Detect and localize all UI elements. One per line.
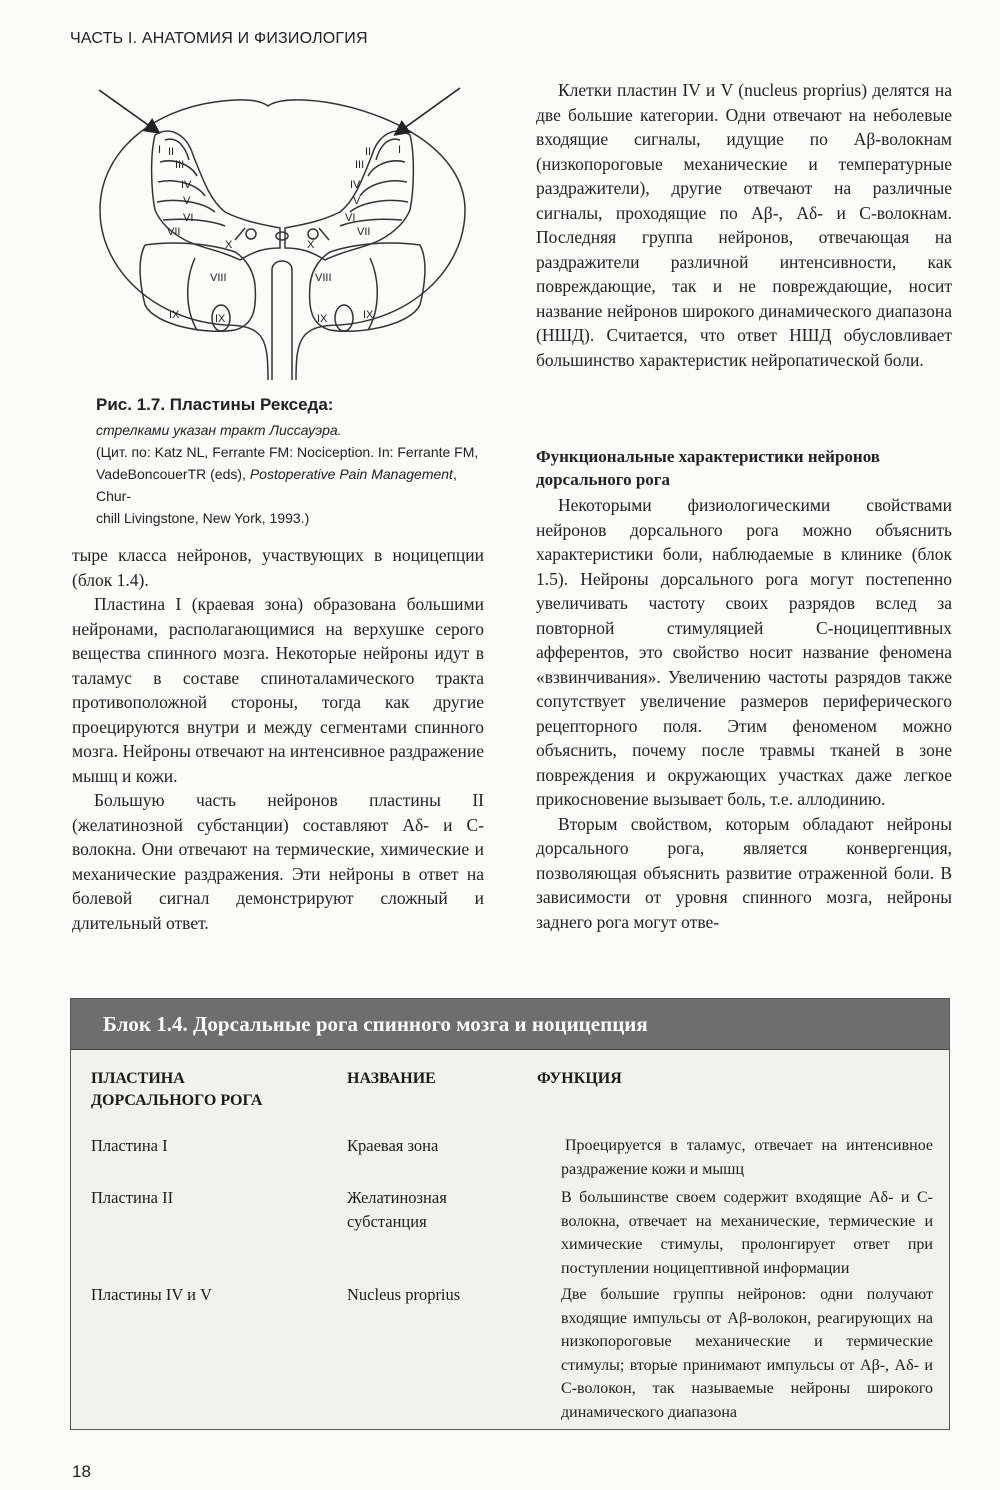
lamina-label-II: II [168,146,175,158]
lamina-label-IX-right: IX [363,309,374,321]
lamina-label-VIII-right: VIII [315,272,332,284]
lamina-label-IV: IV [181,179,192,191]
header-name: НАЗВАНИЕ [347,1070,436,1087]
row1-function: Проецируется в таламус, отвечает на интенсивное раздражение кожи и мышц [561,1137,933,1178]
caption-subtitle: стрелками указан тракт Лиссауэра. [96,422,342,438]
paragraph: Клетки пластин IV и V (nucleus proprius) делятся на две большие категории. Одни отвечают на неболевые входящие сигналы, идущие по Aβ-волокнам (низкопороговые механические и температурные раздражители), другие отвечают на различные сигналы, проходящие по Aβ-, Aδ- и C-волокнам. Последняя группа нейронов, отвечающая на раздражители различной интенсивности, как повреждающие, так и не повреждающие, носит название нейронов широкого динамического диапазона (НШД). Считается, что ответ НШД обусловливает большинство характеристик нейропатической боли. [536,80,952,370]
lamina-label-VII: VII [167,226,181,238]
paragraph: Пластина I (краевая зона) образована большими нейронами, располагающимися на верхушке серого вещества спинного мозга. Некоторые нейроны идут в таламус в составе спиноталамического тракта противоположной стороны, тогда как другие проецируются внутри и между сегментами спинного мозга. Нейроны отвечают на интенсивное раздражение мышц и кожи. [72,594,484,786]
lamina-label-IX: IX [169,309,180,321]
row3-function: Две большие группы нейронов: одни получают входящие импульсы от Aβ-волокон, реагирующих на низкопороговые механические и термические стимулы; вторые принимают импульсы от Aβ-, Aδ- и C-волокон, так называемые нейроны широкого динамического диапазона [561,1286,933,1421]
lamina-label-II-right: II [365,146,372,158]
row3-name: Nucleus proprius [347,1285,461,1304]
caption-source-3: chill Livingstone, New York, 1993.) [96,510,310,526]
lamina-label-III: III [175,159,185,171]
section-subheading: Функциональные характеристики нейронов дорсального рога [536,447,880,489]
row3-plate: Пластины IV и V [91,1285,212,1304]
paragraph: Вторым свойством, которым обладают нейроны дорсального рога, является конвергенция, позволяющая объяснить развитие отраженной боли. В зависимости от уровня спинного мозга, нейроны заднего рога могут отве- [536,813,952,932]
left-column [72,543,484,935]
row1-plate: Пластина I [91,1136,168,1155]
right-column-top [536,78,952,372]
header-plate: ПЛАСТИНА ДОРСАЛЬНОГО РОГА [91,1070,263,1109]
row1-name: Краевая зона [347,1136,439,1155]
lamina-label-VIII: VIII [210,272,227,284]
caption-source-2: VadeBoncouerTR (eds), Postoperative Pain Management, Chur- [96,466,457,504]
paragraph: Некоторыми физиологическими свойствами нейронов дорсального рога можно объяснить характеристики боли, наблюдаемые в клинике (блок 1.5). Нейроны дорсального рога могут постепенно увеличивать частоту своих разрядов вслед за повторной стимуляцией C-ноцицептивных афферентов, это свойство носит название феномена «взвинчивания». Увеличению частоты разрядов также сопутствует увеличение размеров периферического рецепторного поля. Этим феноменом можно объяснить, почему после травмы тканей в зоне повреждения и окружающих участках даже легкое прикосновение вызывает боль, т.е. аллодинию. [536,495,952,809]
lamina-label-IV-right: IV [350,179,361,191]
header-function: ФУНКЦИЯ [537,1070,622,1087]
lamina-label-IX-right-inner: IX [317,313,328,325]
lamina-label-I-right: I [398,144,402,156]
lamina-label-VI: VI [183,212,194,224]
info-box [70,998,950,1430]
caption-source-1: (Цит. по: Katz NL, Ferrante FM: Nociception. In: Ferrante FM, [96,444,479,460]
lamina-label-X-right: X [307,239,315,251]
row2-function: В большинстве своем содержит входящие Aδ- и C-волокна, отвечает на механические, термические и химические стимулы, пролонгирует ответ при поступлении ноцицептивной информации [561,1189,933,1277]
lamina-label-X: X [225,239,233,251]
lamina-label-V-right: V [353,195,361,207]
lamina-label-III-right: III [355,159,365,171]
paragraph: тыре класса нейронов, участвующих в ноцицепции (блок 1.4). [72,545,484,590]
right-column-bottom [536,445,952,934]
lamina-label-I: I [158,144,162,156]
row2-name: Желатинозная субстанция [347,1188,447,1231]
paragraph: Большую часть нейронов пластины II (желатинозной субстанции) составляют Aδ- и C-волокна. Они отвечают на термические, химические и механические раздражения. Эти нейроны в ответ на болевой сигнал демонстрируют сложный и длительный ответ. [72,790,484,933]
lamina-label-V: V [183,195,191,207]
lamina-label-VI-right: VI [345,212,356,224]
lamina-label-VII-right: VII [357,226,371,238]
page-number: 18 [72,1462,91,1481]
lamina-label-IX-inner: IX [215,313,226,325]
running-header: ЧАСТЬ I. АНАТОМИЯ И ФИЗИОЛОГИЯ [70,30,368,47]
caption-title: Рис. 1.7. Пластины Рекседа: [96,395,334,414]
rexed-laminae-diagram [85,80,480,385]
figure-caption [96,395,486,529]
box-title: Блок 1.4. Дорсальные рога спинного мозга и ноцицепция [71,999,949,1050]
row2-plate: Пластина II [91,1188,174,1207]
